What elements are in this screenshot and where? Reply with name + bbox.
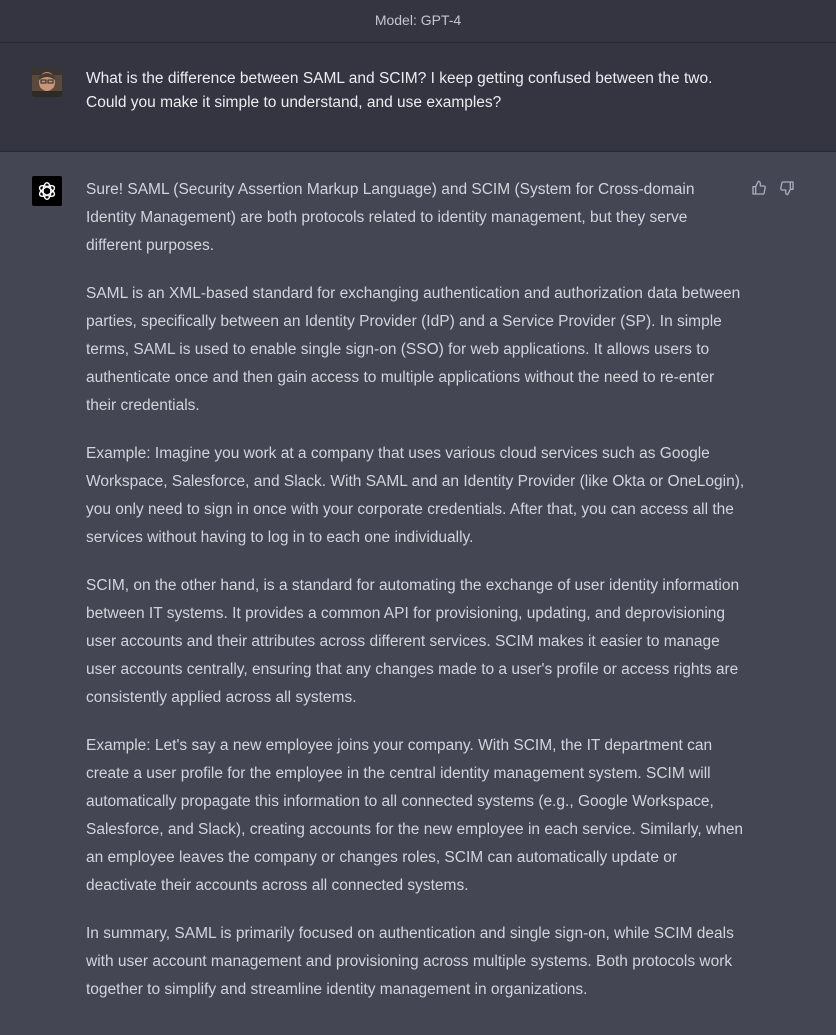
thumbs-up-icon	[751, 180, 767, 196]
user-message-text: What is the difference between SAML and SCIM? I keep getting confused between the two. Could you make it simple to understand, and use examples?	[86, 70, 713, 111]
assistant-avatar	[32, 176, 62, 206]
response-paragraph: Example: Let's say a new employee joins your company. With SCIM, the IT department can create a user profile for the employee in the central identity management system. SCIM will automatically propagate this information to all connected systems (e.g., Google Workspace, Salesforce, and Slack), creating accounts for the new employee in each service. Similarly, when an employee leaves the company or changes roles, SCIM can automatically update or deactivate their accounts across all connected systems.	[86, 737, 744, 894]
user-avatar	[32, 67, 62, 97]
assistant-message	[0, 152, 836, 1035]
response-paragraph: SCIM, on the other hand, is a standard for automating the exchange of user identity information between IT systems. It provides a common API for provisioning, updating, and deprovisioning user accounts and their attributes across different services. SCIM makes it easier to manage user accounts centrally, ensuring that any changes made to a user's profile or access rights are consistently applied across all systems.	[86, 577, 740, 706]
assistant-message-text	[86, 176, 746, 1024]
user-photo-avatar-icon	[32, 67, 62, 97]
response-paragraph: Example: Imagine you work at a company that uses various cloud services such as Google Workspace, Salesforce, and Slack. With SAML and an Identity Provider (like Okta or OneLogin), you only need to sign in once with your corporate credentials. After that, you can access all the services without having to log in to each one individually.	[86, 445, 745, 546]
model-label: Model: GPT-4	[374, 12, 462, 28]
user-message	[0, 43, 836, 152]
response-paragraph: In summary, SAML is primarily focused on authentication and single sign-on, while SCIM deals with user account management and provisioning across multiple systems. Both protocols work together to simplify and streamline identity management in organizations.	[86, 925, 734, 998]
response-paragraph: SAML is an XML-based standard for exchanging authentication and authorization data between parties, specifically between an Identity Provider (IdP) and a Service Provider (SP). In simple terms, SAML is used to enable single sign-on (SSO) for web applications. It allows users to authenticate once and then gain access to multiple applications without the need to re-enter their credentials.	[86, 285, 741, 414]
top-bar	[0, 0, 836, 43]
openai-logo-icon	[36, 180, 58, 202]
thumbs-down-icon	[779, 180, 795, 196]
thumbs-up-button[interactable]	[749, 178, 769, 198]
thumbs-down-button[interactable]	[777, 178, 797, 198]
response-paragraph: Sure! SAML (Security Assertion Markup Language) and SCIM (System for Cross-domain Identity Management) are both protocols related to identity management, but they serve different purposes.	[86, 181, 695, 254]
